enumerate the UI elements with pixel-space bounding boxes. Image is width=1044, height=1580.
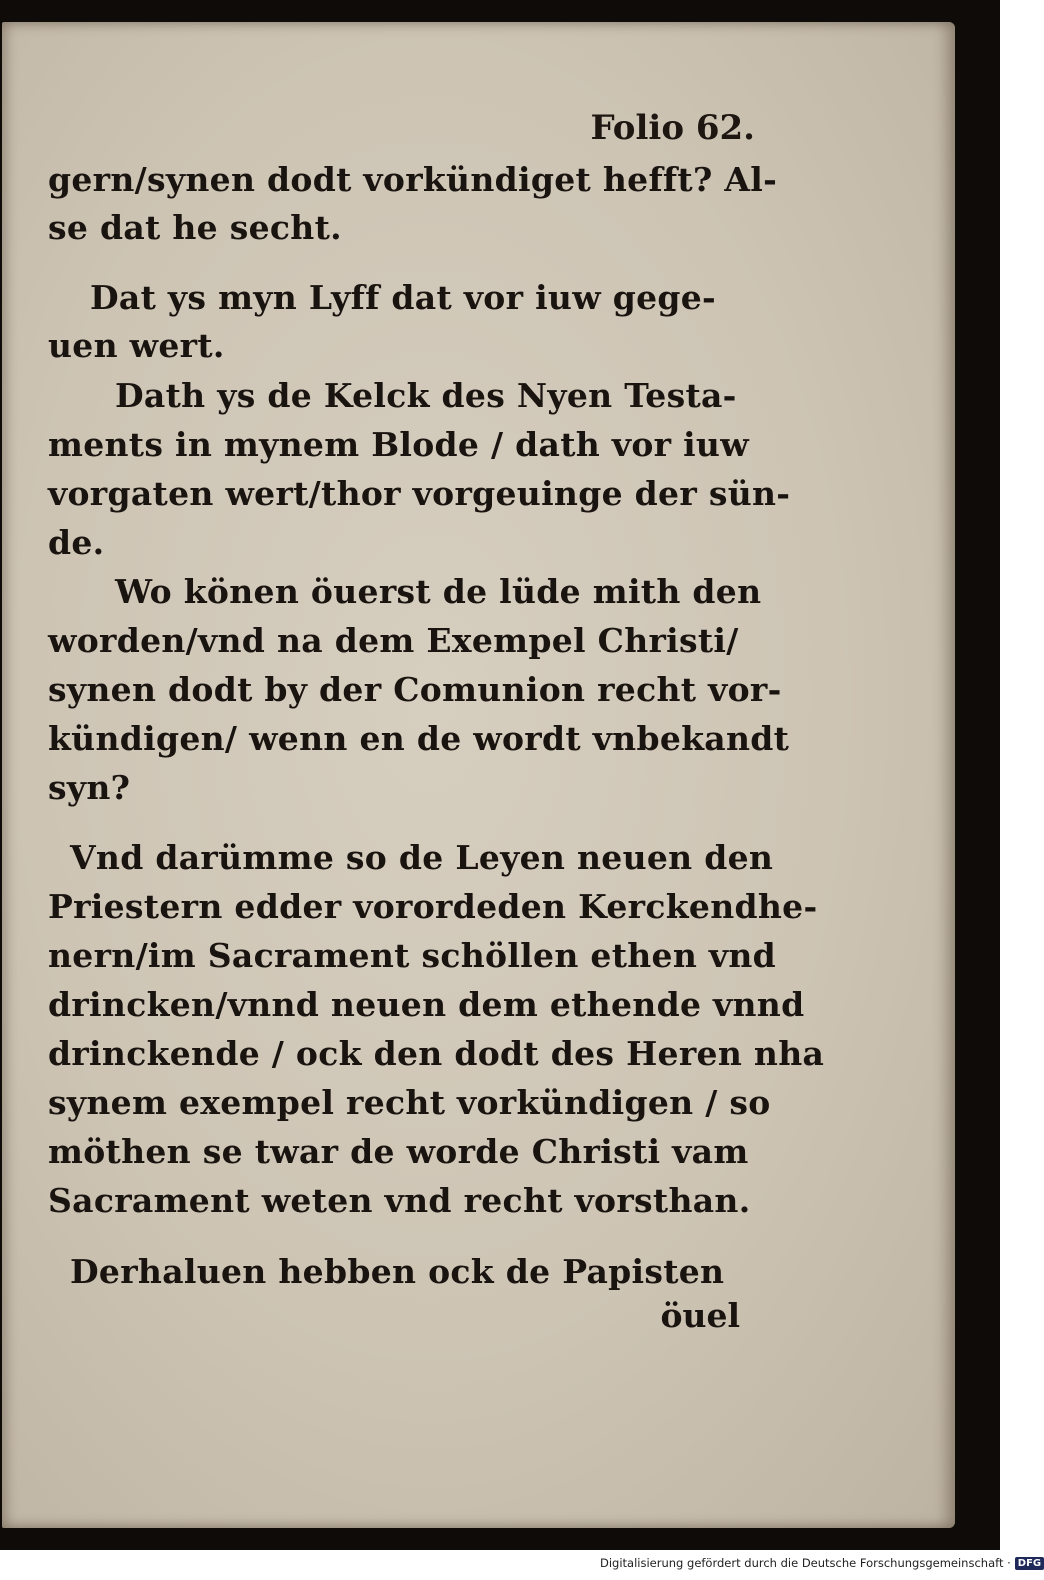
text-line: kündigen/ wenn en de wordt vnbekandt: [48, 719, 790, 758]
text-line: uen wert.: [48, 326, 225, 365]
catchword: öuel: [660, 1296, 740, 1335]
text-line: ments in mynem Blode / dath vor iuw: [48, 425, 749, 464]
text-line: gern/synen dodt vorkündiget hefft? Al-: [48, 160, 778, 199]
text-line: de.: [48, 523, 105, 562]
folio-number: Folio 62.: [590, 108, 755, 148]
text-line: Sacrament weten vnd recht vorsthan.: [48, 1181, 751, 1220]
text-line: möthen se twar de worde Christi vam: [48, 1132, 749, 1171]
dfg-logo: DFG: [1015, 1557, 1044, 1570]
text-line: synem exempel recht vorkündigen / so: [48, 1083, 771, 1122]
text-line: Derhaluen hebben ock de Papisten: [70, 1252, 725, 1291]
text-line: synen dodt by der Comunion recht vor-: [48, 670, 782, 709]
text-line: Vnd darümme so de Leyen neuen den: [70, 838, 774, 877]
text-line: vorgaten wert/thor vorgeuinge der sün-: [48, 474, 791, 513]
credit-text: Digitalisierung gefördert durch die Deutsche Forschungsgemeinschaft ·: [600, 1556, 1011, 1570]
text-line: Wo könen öuerst de lüde mith den: [115, 572, 762, 611]
text-line: se dat he secht.: [48, 208, 342, 247]
text-line: syn?: [48, 768, 131, 807]
text-line: drincken/vnnd neuen dem ethende vnnd: [48, 985, 805, 1024]
digitization-credit: [600, 1552, 1042, 1574]
text-line: nern/im Sacrament schöllen ethen vnd: [48, 936, 777, 975]
text-line: worden/vnd na dem Exempel Christi/: [48, 621, 739, 660]
text-line: Dath ys de Kelck des Nyen Testa-: [115, 376, 737, 415]
text-line: drinckende / ock den dodt des Heren nha: [48, 1034, 825, 1073]
text-line: Dat ys myn Lyff dat vor iuw gege-: [90, 278, 717, 317]
text-line: Priestern edder vorordeden Kerckendhe-: [48, 887, 818, 926]
